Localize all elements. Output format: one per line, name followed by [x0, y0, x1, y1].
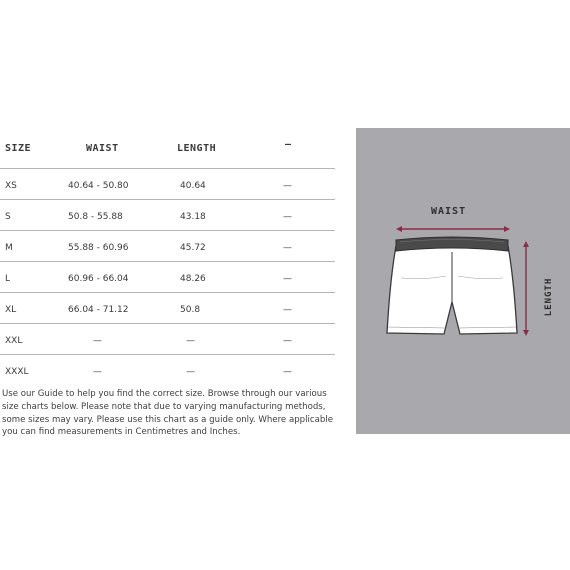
- cell-extra: —: [283, 212, 292, 222]
- cell-length: —: [186, 336, 195, 346]
- table-row: [0, 293, 335, 324]
- cell-waist: —: [93, 367, 102, 377]
- cell-waist: 50.8 - 55.88: [68, 212, 123, 222]
- length-label: LENGTH: [544, 277, 554, 317]
- header-size: SIZE: [5, 143, 32, 154]
- cell-length: —: [186, 367, 195, 377]
- shorts-shape: [387, 237, 517, 334]
- cell-extra: —: [283, 243, 292, 253]
- table-row: [0, 324, 335, 355]
- table-row: [0, 169, 335, 200]
- cell-length: 40.64: [180, 181, 206, 191]
- cell-size: XXL: [5, 336, 23, 346]
- cell-length: 45.72: [180, 243, 206, 253]
- table-row: [0, 355, 335, 385]
- cell-waist: 60.96 - 66.04: [68, 274, 129, 284]
- cell-size: S: [5, 212, 11, 222]
- cell-waist: 66.04 - 71.12: [68, 305, 129, 315]
- header-waist: WAIST: [86, 143, 119, 154]
- cell-extra: —: [283, 305, 292, 315]
- cell-size: XXXL: [5, 367, 29, 377]
- header-extra: —: [285, 139, 292, 150]
- cell-size: L: [5, 274, 11, 284]
- cell-size: XS: [5, 181, 17, 191]
- table-row: [0, 231, 335, 262]
- table-header-row: [0, 128, 335, 169]
- table-row: [0, 262, 335, 293]
- cell-waist: —: [93, 336, 102, 346]
- table-row: [0, 200, 335, 231]
- size-table: [0, 128, 335, 385]
- cell-length: 48.26: [180, 274, 206, 284]
- shorts-diagram-panel: [356, 128, 570, 434]
- waist-label: WAIST: [431, 206, 467, 217]
- cell-length: 50.8: [180, 305, 201, 315]
- header-length: LENGTH: [177, 143, 217, 154]
- cell-extra: —: [283, 336, 292, 346]
- cell-extra: —: [283, 274, 292, 284]
- shorts-illustration: [356, 128, 570, 434]
- cell-waist: 40.64 - 50.80: [68, 181, 129, 191]
- cell-extra: —: [283, 367, 292, 377]
- length-measure-arrow: [523, 241, 529, 336]
- cell-waist: 55.88 - 60.96: [68, 243, 129, 253]
- cell-length: 43.18: [180, 212, 206, 222]
- cell-size: XL: [5, 305, 17, 315]
- cell-size: M: [5, 243, 13, 253]
- size-guide-text: Use our Guide to help you find the correct size. Browse through our various size charts below. Please note that due to varying manufacturing methods, some sizes may vary. Please use this chart as a guide only. Where applicable you can find measurements in Centimetres and Inches.: [2, 389, 334, 438]
- cell-extra: —: [283, 181, 292, 191]
- waist-measure-arrow: [396, 226, 510, 232]
